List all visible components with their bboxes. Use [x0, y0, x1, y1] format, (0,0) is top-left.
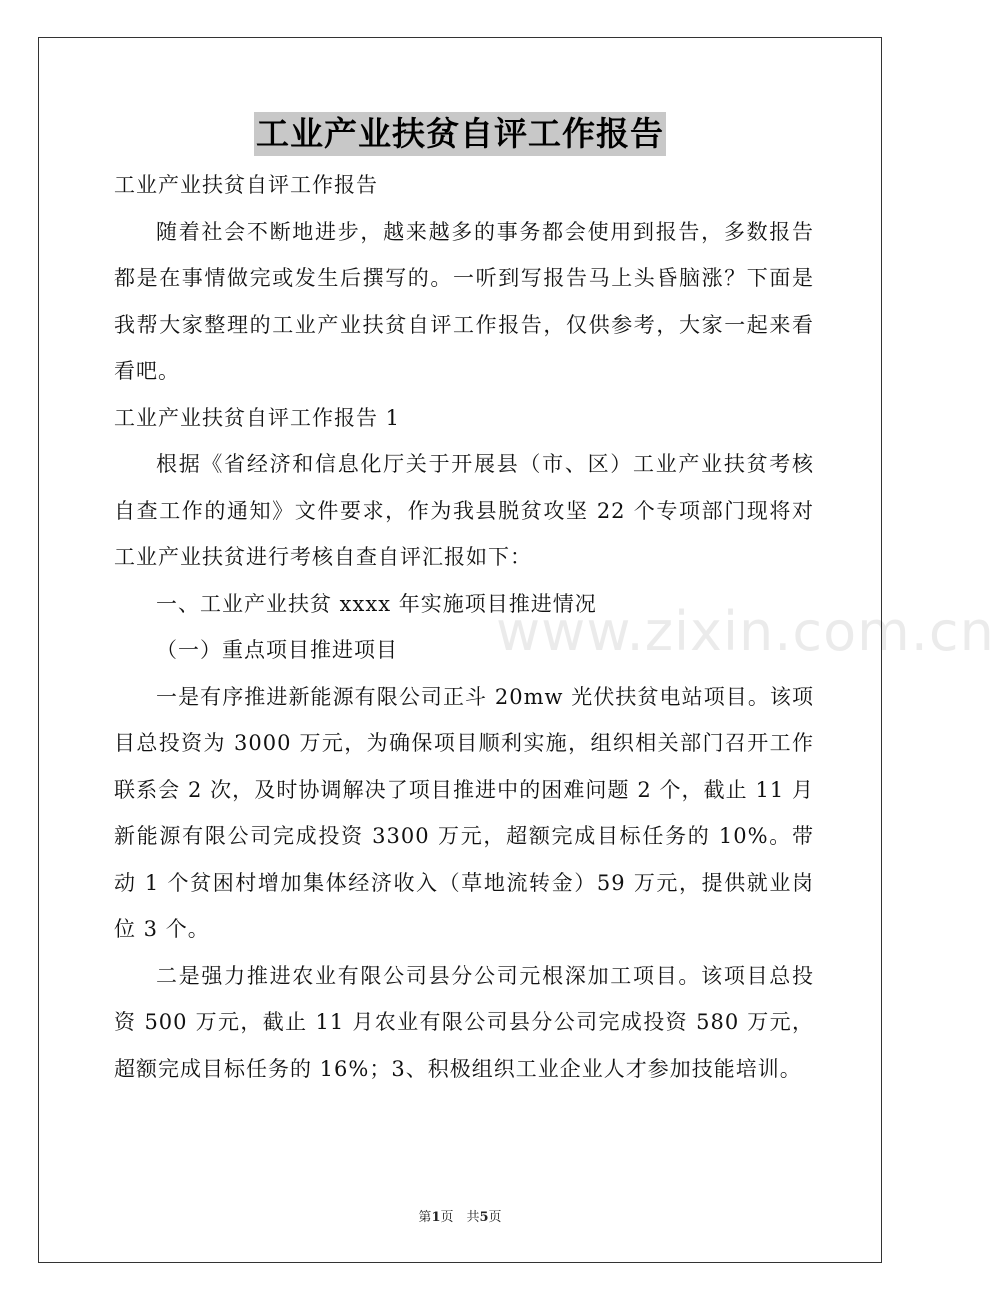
footer-prefix: 第 — [418, 1210, 432, 1225]
document-title: 工业产业扶贫自评工作报告 — [254, 112, 666, 156]
document-body — [114, 162, 814, 1092]
footer-current-page: 1 — [431, 1210, 441, 1225]
footer-total-pages: 5 — [479, 1210, 489, 1225]
footer-mid: 页 共 — [440, 1210, 480, 1225]
paragraph-project-2: 二是强力推进农业有限公司县分公司元根深加工项目。该项目总投资 500 万元，截止 11 月农业有限公司县分公司完成投资 580 万元，超额完成目标任务的 16%；3、积极组织工业企业人才参加技能培训。 — [114, 963, 814, 1081]
paragraph-subtitle: 工业产业扶贫自评工作报告 — [114, 173, 378, 197]
page-footer — [0, 1206, 920, 1225]
title-wrap — [0, 112, 920, 156]
footer-suffix: 页 — [488, 1210, 502, 1225]
paragraph-basis: 根据《省经济和信息化厅关于开展县（市、区）工业产业扶贫考核自查工作的通知》文件要求，作为我县脱贫攻坚 22 个专项部门现将对工业产业扶贫进行考核自查自评汇报如下： — [114, 452, 814, 569]
watermark: www.zixin.com.cn — [496, 600, 995, 663]
paragraph-heading-1-1: （一）重点项目推进项目 — [156, 638, 398, 662]
paragraph-heading-1: 一、工业产业扶贫 xxxx 年实施项目推进情况 — [156, 591, 597, 616]
paragraph-project-1: 一是有序推进新能源有限公司正斗 20mw 光伏扶贫电站项目。该项目总投资为 3000 万元，为确保项目顺利实施，组织相关部门召开工作联系会 2 次，及时协调解决了项目推进中的困难问题 2 个，截止 11 月新能源有限公司完成投资 3300 万元，超额完成目标任务的 10%。带动 1 个贫困村增加集体经济收入（草地流转金）59 万元，提供就业岗位 3 个。 — [114, 684, 814, 941]
paragraph-section-heading: 工业产业扶贫自评工作报告 1 — [114, 405, 401, 430]
paragraph-intro: 随着社会不断地进步，越来越多的事务都会使用到报告，多数报告都是在事情做完或发生后撰写的。一听到写报告马上头昏脑涨？下面是我帮大家整理的工业产业扶贫自评工作报告，仅供参考，大家一起来看看吧。 — [114, 219, 814, 383]
